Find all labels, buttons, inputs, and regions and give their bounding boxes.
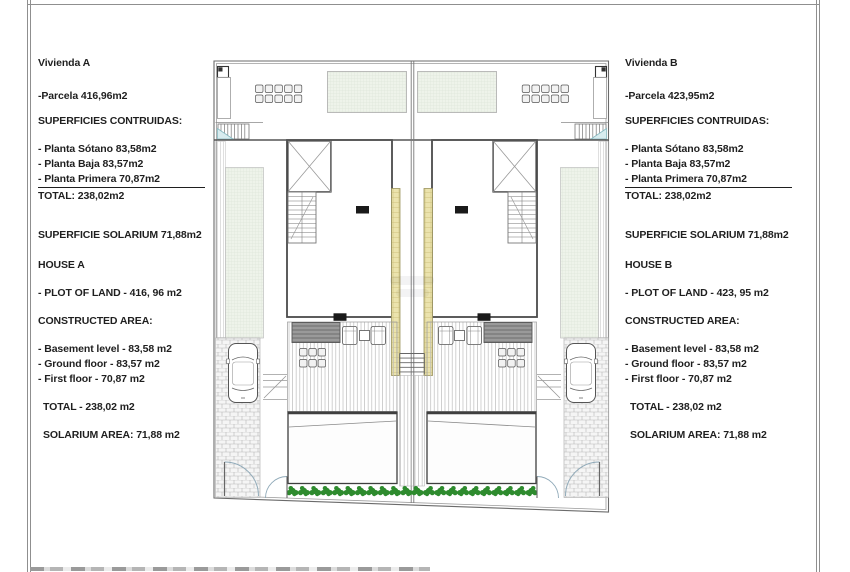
planta-baja-a: - Planta Baja 83,57m2	[38, 158, 144, 170]
frame-left-outer	[27, 0, 28, 572]
vivienda-b-title: Vivienda B	[625, 57, 678, 69]
frame-top	[27, 4, 820, 5]
plot-of-land-b: - PLOT OF LAND - 423, 95 m2	[625, 287, 769, 299]
house-b-title: HOUSE B	[625, 259, 673, 271]
parcela-b: -Parcela 423,95m2	[625, 90, 715, 102]
center-plants	[401, 486, 424, 496]
center-walkway	[400, 376, 425, 487]
solarium-en-a: SOLARIUM AREA: 71,88 m2	[43, 429, 180, 441]
parcela-a: -Parcela 416,96m2	[38, 90, 128, 102]
total-a: TOTAL: 238,02m2	[38, 190, 125, 202]
plot-of-land-a: - PLOT OF LAND - 416, 96 m2	[38, 287, 182, 299]
panel-vivienda-b	[625, 56, 807, 443]
ground-floor-b: - Ground floor - 83,57 m2	[625, 358, 747, 370]
superficies-heading-a: SUPERFICIES CONTRUIDAS:	[38, 115, 183, 127]
house-a-title: HOUSE A	[38, 259, 85, 271]
superficies-heading-b: SUPERFICIES CONTRUIDAS:	[625, 115, 770, 127]
planta-baja-b: - Planta Baja 83,57m2	[625, 158, 731, 170]
first-floor-a: - First floor - 70,87 m2	[38, 373, 145, 385]
house-b-half	[418, 67, 609, 499]
solarium-a: SUPERFICIE SOLARIUM 71,88m2	[38, 229, 202, 241]
first-floor-b: - First floor - 70,87 m2	[625, 373, 732, 385]
panel-vivienda-a	[38, 56, 220, 443]
total-b: TOTAL: 238,02m2	[625, 190, 712, 202]
basement-a: - Basement level - 83,58 m2	[38, 343, 172, 355]
constructed-heading-a: CONSTRUCTED AREA:	[38, 315, 153, 327]
planta-primera-b: - Planta Primera 70,87m2	[625, 172, 792, 188]
ground-floor-a: - Ground floor - 83,57 m2	[38, 358, 160, 370]
house-a-half	[216, 67, 407, 499]
total-en-b: TOTAL - 238,02 m2	[630, 401, 722, 413]
frame-right-inner	[816, 0, 817, 572]
bottom-scale-strip	[30, 567, 430, 571]
solarium-b: SUPERFICIE SOLARIUM 71,88m2	[625, 229, 789, 241]
frame-left-inner	[30, 0, 31, 572]
vivienda-a-title: Vivienda A	[38, 57, 91, 69]
constructed-heading-b: CONSTRUCTED AREA:	[625, 315, 740, 327]
total-en-a: TOTAL - 238,02 m2	[43, 401, 135, 413]
planta-sotano-a: - Planta Sótano 83,58m2	[38, 143, 157, 155]
center-steps	[400, 354, 425, 375]
basement-b: - Basement level - 83,58 m2	[625, 343, 759, 355]
planta-primera-a: - Planta Primera 70,87m2	[38, 172, 205, 188]
site-plan	[210, 55, 614, 522]
solarium-en-b: SOLARIUM AREA: 71,88 m2	[630, 429, 767, 441]
frame-right-outer	[819, 0, 820, 572]
planta-sotano-b: - Planta Sótano 83,58m2	[625, 143, 744, 155]
